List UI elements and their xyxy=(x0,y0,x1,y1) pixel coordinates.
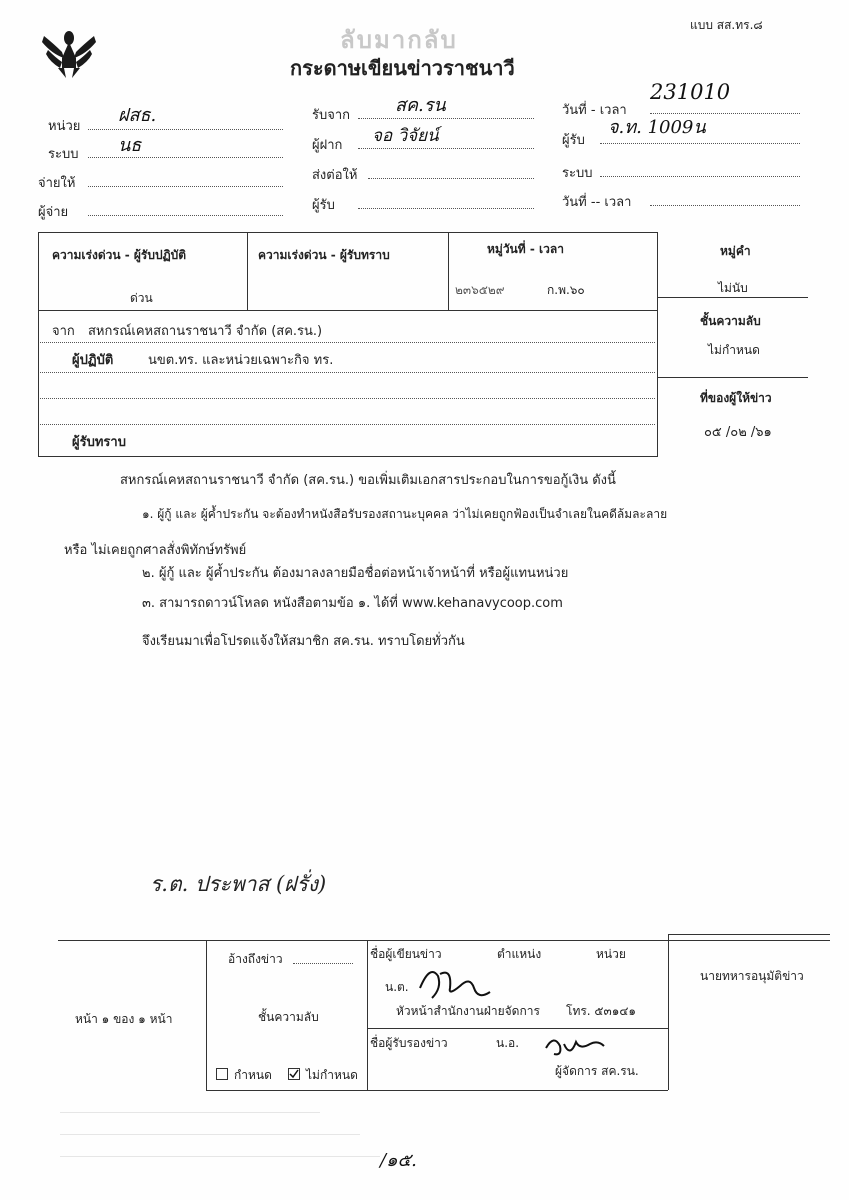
certifier-rank: น.อ. xyxy=(496,1036,520,1050)
writer-signature xyxy=(412,958,502,1004)
garuda-emblem-icon xyxy=(40,28,98,80)
system-value: นธ xyxy=(118,135,142,156)
urgency-info-label: ความเร่งด่วน - ผู้รับทราบ xyxy=(258,248,390,262)
footer-unit-label: หน่วย xyxy=(596,947,626,961)
sender-ref-value: ๐๕ /๐๒ /๖๑ xyxy=(704,425,772,440)
group-datetime-month: ก.พ.๖๐ xyxy=(547,283,585,297)
info-label: ผู้รับทราบ xyxy=(72,435,126,450)
recipient-label: ผู้รับ xyxy=(312,198,335,213)
opt-set-label: กำหนด xyxy=(234,1068,272,1082)
pay-to-label: จ่ายให้ xyxy=(38,176,76,191)
checkmark-icon xyxy=(289,1069,299,1079)
page-title: กระดาษเขียนข่าวราชนาวี xyxy=(290,56,515,80)
opt-unset-label: ไม่กำหนด xyxy=(306,1068,358,1082)
classification-label: ชั้นความลับ xyxy=(700,314,761,328)
classification-unset-checkbox[interactable] xyxy=(288,1068,300,1080)
group-datetime-label: หมู่วันที่ - เวลา xyxy=(487,242,564,256)
writer-rank: น.ต. xyxy=(385,980,409,994)
receiver-label: ผู้รับ xyxy=(562,133,585,148)
body-item3: ๓. สามารถดาวน์โหลด หนังสือตามข้อ ๑. ได้ที่ www.kehanavycoop.com xyxy=(142,596,563,611)
page-label: หน้า ๑ ของ ๑ หน้า xyxy=(75,1012,173,1026)
bottom-scribble: /๑๕. xyxy=(380,1150,417,1171)
approver-label: นายทหารอนุมัติข่าว xyxy=(700,969,804,983)
classification-value: ไม่กำหนด xyxy=(708,343,760,357)
unit-value: ฝสธ. xyxy=(118,105,157,126)
group-datetime-value: ๒๓๖๕๒๙ xyxy=(455,283,505,297)
writer-phone: โทร. ๕๓๑๔๑ xyxy=(566,1004,637,1018)
body-item2: ๒. ผู้กู้ และ ผู้ค้ำประกัน ต้องมาลงลายมือชื่อต่อหน้าเจ้าหน้าที่ หรือผู้แทนหน่วย xyxy=(142,566,569,581)
form-code: แบบ สส.ทร.๘ xyxy=(690,18,763,32)
action-value: นขต.ทร. และหน่วยเฉพาะกิจ ทร. xyxy=(148,353,334,368)
urgency-action-label: ความเร่งด่วน - ผู้รับปฏิบัติ xyxy=(52,248,187,262)
datetime2-label: วันที่ -- เวลา xyxy=(562,195,632,210)
urgency-action-value: ด่วน xyxy=(130,291,153,305)
depositor-label: ผู้ฝาก xyxy=(312,138,343,153)
top-stamp: ลับมากลับ xyxy=(340,26,458,54)
certifier-signature xyxy=(540,1030,610,1064)
received-from-label: รับจาก xyxy=(312,108,351,123)
body-item1-line1: ๑. ผู้กู้ และ ผู้ค้ำประกัน จะต้องทำหนังสือรับรองสถานะบุคคล ว่าไม่เคยถูกฟ้องเป็นจำเลยในคดีล้มละลาย xyxy=(142,507,668,521)
word-group-label: หมู่คำ xyxy=(720,244,751,258)
body-item1-line2: หรือ ไม่เคยถูกศาลสั่งพิทักษ์ทรัพย์ xyxy=(64,543,247,558)
received-from-value: สค.รน xyxy=(395,95,446,116)
system2-label: ระบบ xyxy=(562,166,593,181)
forward-to-label: ส่งต่อให้ xyxy=(312,168,358,183)
depositor-value: จอ วิจัยน์ xyxy=(372,126,439,146)
system-label: ระบบ xyxy=(48,147,79,162)
handwritten-note: ร.ต. ประพาส (ฝรั่ง) xyxy=(150,872,327,896)
word-group-value: ไม่นับ xyxy=(718,281,748,295)
sender-ref-label: ที่ของผู้ให้ข่าว xyxy=(700,391,772,405)
from-value: สหกรณ์เคหสถานราชนาวี จำกัด (สค.รน.) xyxy=(88,324,323,339)
receiver-value: จ.ท. 1009น xyxy=(608,117,706,138)
writer-title: หัวหน้าสำนักงานฝ่ายจัดการ xyxy=(396,1004,540,1018)
payer-label: ผู้จ่าย xyxy=(38,205,69,220)
action-label: ผู้ปฏิบัติ xyxy=(72,353,114,368)
classification-set-checkbox[interactable] xyxy=(216,1068,228,1080)
footer-classification-label: ชั้นความลับ xyxy=(258,1010,319,1024)
certifier-title: ผู้จัดการ สค.รน. xyxy=(555,1064,639,1078)
body-closing: จึงเรียนมาเพื่อโปรดแจ้งให้สมาชิก สค.รน. ทราบโดยทั่วกัน xyxy=(142,634,465,649)
position-label: ตำแหน่ง xyxy=(497,947,542,961)
datetime-label: วันที่ - เวลา xyxy=(562,103,627,118)
body-intro: สหกรณ์เคหสถานราชนาวี จำกัด (สค.รน.) ขอเพิ่มเติมเอกสารประกอบในการขอกู้เงิน ดังนี้ xyxy=(120,473,616,488)
certifier-label: ชื่อผู้รับรองข่าว xyxy=(370,1036,448,1050)
datetime-value: 231010 xyxy=(650,80,731,104)
writer-label: ชื่อผู้เขียนข่าว xyxy=(370,947,442,961)
from-label: จาก xyxy=(52,324,75,339)
ref-label: อ้างถึงข่าว xyxy=(228,952,283,966)
unit-label: หน่วย xyxy=(48,119,81,134)
